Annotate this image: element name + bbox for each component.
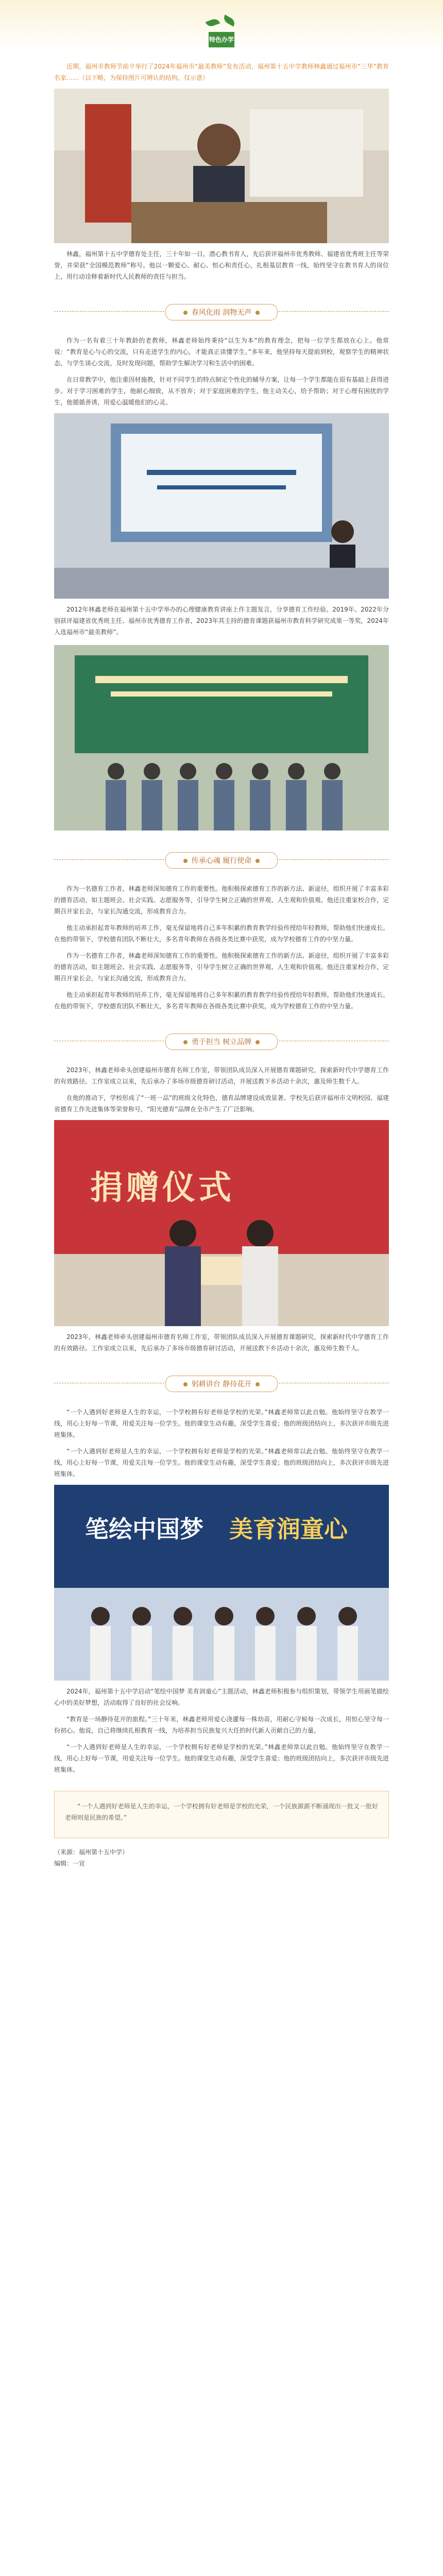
photo-caption: 2012年林鑫老师在福州第十五中学举办的心理健康教育讲座上作主题发言，分享德育工作经验。2019年、2022年分别获评福建省优秀班主任、福州市优秀德育工作者，2023年其主持的德育课题获福州市教育科学研究成果一等奖，2024年入选福州市“最美教师”。: [54, 606, 389, 636]
paragraph: 他主动承担起青年教师的培养工作，毫无保留地将自己多年积累的教育教学经验传授给年轻教师，帮助他们快速成长。在他的带领下，学校德育团队不断壮大，多名青年教师在各级各类比赛中获奖，成为学校德育工作的中坚力量。: [54, 991, 389, 1010]
leaf-icon: [206, 18, 220, 28]
editor-line: 编辑：一宣: [54, 1860, 86, 1867]
art-banner-text-2: 美育润童心: [229, 1515, 348, 1543]
paragraph: “教育是一场静待花开的旅程。”三十年来，林鑫老师用爱心浇灌每一株幼苗，用耐心守候每一次成长，用恒心坚守每一份初心。他说，自己将继续扎根教育一线，为培养担当民族复兴大任的时代新人贡献自己的力量。: [54, 1716, 389, 1734]
section-title: 传承心魂 履行使命: [191, 857, 252, 865]
paragraph: “一个人遇到好老师是人生的幸运，一个学校拥有好老师是学校的光荣。”林鑫老师常以此自勉。他始终坚守在教学一线，用心上好每一节课，用爱关注每一位学生。他的课堂生动有趣，深受学生喜爱；他的班级团结向上，多次获评市级先进班集体。: [54, 1409, 389, 1438]
footer: [54, 1846, 389, 1869]
paragraph: “一个人遇到好老师是人生的幸运，一个学校拥有好老师是学校的光荣。”林鑫老师常以此自勉。他始终坚守在教学一线，用心上好每一节课，用爱关注每一位学生。他的课堂生动有趣，深受学生喜爱；他的班级团结向上，多次获评市级先进班集体。: [54, 1448, 389, 1478]
section-title: 躬耕讲台 静待花开: [191, 1380, 252, 1388]
paragraph: 他主动承担起青年教师的培养工作，毫无保留地将自己多年积累的教育教学经验传授给年轻教师，帮助他们快速成长。在他的带领下，学校德育团队不断壮大，多名青年教师在各级各类比赛中获奖，成为学校德育工作的中坚力量。: [54, 924, 389, 943]
paragraph: 2023年，林鑫老师牵头创建福州市德育名师工作室，带领团队成员深入开展德育课题研究，探索新时代中学德育工作的有效路径。工作室成立以来，先后承办了多场市级德育研讨活动，开展送教下乡活动十余次，惠及师生数千人。: [54, 1333, 389, 1352]
paragraph: 作为一名德育工作者，林鑫老师深知德育工作的重要性。他积极探索德育工作的新方法、新途径，组织开展了丰富多彩的德育活动，如主题班会、社会实践、志愿服务等，引导学生树立正确的世界观、人生观和价值观。他还注重家校合作，定期召开家长会，与家长沟通交流，形成教育合力。: [54, 885, 389, 915]
badge-label: 特色办学: [209, 32, 234, 47]
quote-box: [54, 1791, 389, 1838]
section-heading-4: [54, 1367, 389, 1398]
header-badge: [0, 15, 443, 52]
section-title: 春风化雨 润物无声: [191, 309, 252, 317]
paragraph: 2024年，福州第十五中学启动“笔绘中国梦 美育润童心”主题活动，林鑫老师积极参与组织策划，带领学生用画笔描绘心中的美好梦想，活动取得了良好的社会反响。: [54, 1688, 389, 1706]
art-event-photo: [54, 1485, 389, 1681]
profile-photo: [54, 89, 389, 243]
ceremony-banner-text: 捐赠仪式: [90, 1168, 234, 1207]
paragraph: “一个人遇到好老师是人生的幸运，一个学校拥有好老师是学校的光荣。”林鑫老师常以此自勉。他始终坚守在教学一线，用心上好每一节课，用爱关注每一位学生。他的课堂生动有趣，深受学生喜爱；他的班级团结向上，多次获评市级先进班集体。: [54, 1743, 389, 1773]
paragraph: 在他的推动下，学校形成了“一班一品”的班级文化特色，德育品牌建设成效显著。学校先后获评福州市文明校园、福建省德育工作先进集体等荣誉称号，“阳光德育”品牌在全市产生了广泛影响。: [54, 1094, 389, 1113]
paragraph: 2023年，林鑫老师牵头创建福州市德育名师工作室，带领团队成员深入开展德育课题研究，探索新时代中学德育工作的有效路径。工作室成立以来，先后承办了多场市级德育研讨活动，开展送教下乡活动十余次，惠及师生数千人。: [54, 1066, 389, 1085]
ceremony-photo: [54, 1120, 389, 1326]
paragraph: 在日常教学中，他注重因材施教，针对不同学生的特点制定个性化的辅导方案，让每一个学生都能在原有基础上获得进步。对于学习困难的学生，他耐心细致，从不放弃；对于家庭困难的学生，他主动关心，给予帮助；对于心理有困扰的学生，他循循善诱，用爱心温暖他们的心灵。: [54, 376, 389, 406]
intro-block: [54, 61, 389, 83]
section-title: 勇于担当 树立品牌: [191, 1038, 252, 1046]
profile-text: 林鑫，福州第十五中学德育处主任，三十年如一日，潜心教书育人，先后获评福州市优秀教师、福建省优秀班主任等荣誉，并荣获“全国模范教师”称号。他以一颗爱心、耐心、恒心和责任心，扎根基层教育一线，始终坚守在教书育人的岗位上，用行动诠释着新时代人民教师的责任与担当。: [54, 250, 389, 280]
event-photo-2: [54, 645, 389, 831]
source-line: （来源：福州第十五中学）: [54, 1849, 129, 1856]
section-heading-2: [54, 844, 389, 875]
section-heading-1: [54, 296, 389, 327]
paragraph: 作为一名有着三十年教龄的老教师，林鑫老师始终秉持“以生为本”的教育理念，把每一位学生都放在心上。他常说：“教育是心与心的交流，只有走进学生的内心，才能真正读懂学生。”多年来，他坚持每天提前到校，观察学生的精神状态，与学生谈心交流，及时发现问题，帮助学生解决学习和生活中的困难。: [54, 337, 389, 367]
leaf-icon: [222, 14, 237, 26]
section-heading-3: [54, 1025, 389, 1056]
article-body: [54, 61, 389, 1869]
paragraph: 作为一名德育工作者，林鑫老师深知德育工作的重要性。他积极探索德育工作的新方法、新途径，组织开展了丰富多彩的德育活动，如主题班会、社会实践、志愿服务等，引导学生树立正确的世界观、人生观和价值观。他还注重家校合作，定期召开家长会，与家长沟通交流，形成教育合力。: [54, 952, 389, 982]
intro-text: 近期，福州市教师节前夕举行了2024年福州市“最美教师”发布活动，福州第十五中学教师林鑫通过福州市“三华”教育名家……（以下略，为保持图片可辨认的结构，仅示意）: [54, 63, 389, 81]
art-banner-text-1: 笔绘中国梦: [85, 1515, 203, 1543]
event-photo-1: [54, 413, 389, 599]
quote-text: “一个人遇到好老师是人生的幸运，一个学校拥有好老师是学校的光荣，一个民族源源不断涌现出一批又一批好老师则是民族的希望。”: [65, 1803, 378, 1821]
